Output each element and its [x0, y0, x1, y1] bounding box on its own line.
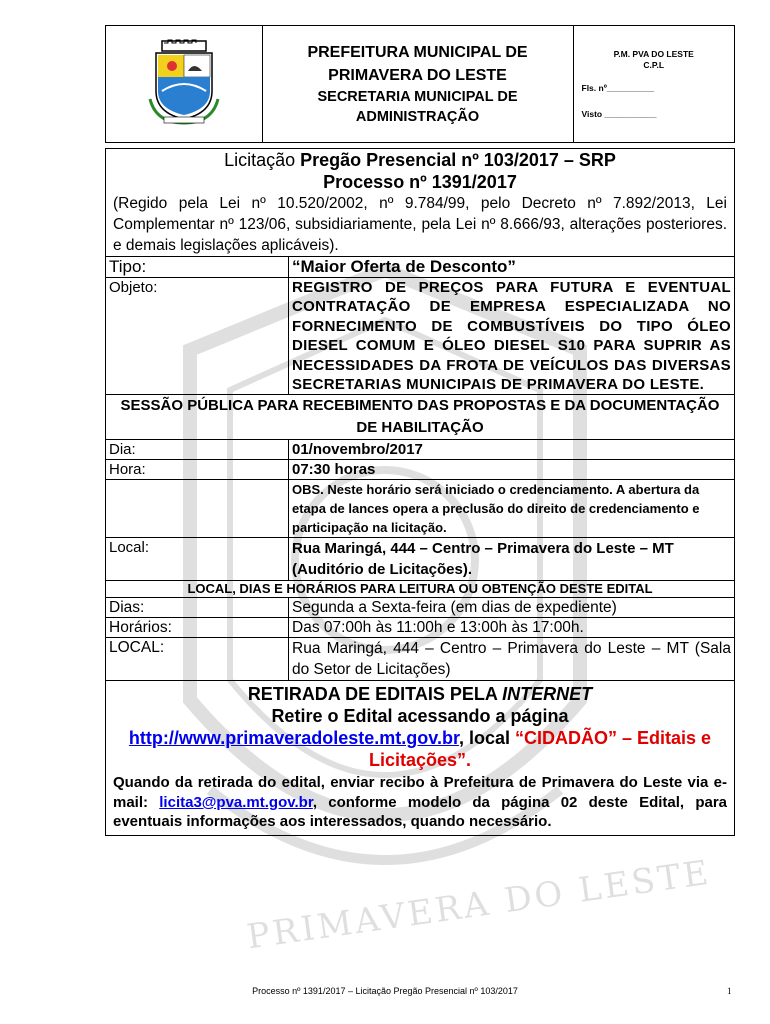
title-line-1: PREFEITURA MUNICIPAL DE — [307, 44, 528, 61]
retirada-heading: RETIRADA DE EDITAIS PELA — [247, 684, 503, 705]
title-line-2: PRIMAVERA DO LESTE — [328, 67, 507, 84]
objeto-label: Objeto: — [106, 278, 289, 395]
page-footer: Processo nº 1391/2017 – Licitação Pregão Presencial nº 103/2017 — [252, 986, 518, 996]
quando-text-after: , conforme modelo da página 02 deste Edital, para eventuais informações aos interessados, quando necessário. — [113, 793, 728, 831]
licitacao-prefix: Licitação — [224, 150, 301, 170]
pm-line-2: C.P.L — [643, 60, 665, 70]
dia-value: 01/novembro/2017 — [289, 440, 735, 460]
retirada-heading-internet: INTERNET — [502, 684, 593, 705]
stamp-box — [573, 26, 735, 143]
pm-line-1: P.M. PVA DO LESTE — [613, 49, 694, 59]
local-label: Local: — [106, 538, 289, 581]
obs-empty-cell — [106, 480, 289, 538]
recibo-instructions — [109, 771, 731, 835]
retirada-line2: Retire o Edital acessando a página — [271, 706, 569, 727]
retirada-section — [106, 681, 735, 836]
processo-number: Processo nº 1391/2017 — [323, 172, 517, 192]
subtitle-line-2: ADMINISTRAÇÃO — [355, 109, 480, 125]
obs-note: OBS. Neste horário será iniciado o credenciamento. A abertura da etapa de lances opera a preclusão do direito de credenciamento e participação na licitação. — [289, 480, 735, 538]
subtitle-line-1: SECRETARIA MUNICIPAL DE — [317, 89, 518, 105]
cidadao-editais-text: “CIDADÃO” – Editais e Licitações”. — [368, 728, 712, 771]
horarios-label: Horários: — [106, 618, 289, 638]
leitura-local-value: Rua Maringá, 444 – Centro – Primavera do Leste – MT (Sala do Setor de Licitações) — [289, 638, 735, 681]
edital-summary-table — [105, 148, 735, 836]
horarios-value: Das 07:00h às 11:00h e 13:00h às 17:00h. — [289, 618, 735, 638]
tipo-value: “Maior Oferta de Desconto” — [289, 257, 735, 278]
local-text: , local — [458, 728, 516, 749]
sessao-heading: SESSÃO PÚBLICA PARA RECEBIMENTO DAS PROPOSTAS E DA DOCUMENTAÇÃO DE HABILITAÇÃO — [106, 395, 735, 440]
licita-email-link[interactable]: licita3@pva.mt.gov.br — [159, 793, 313, 811]
dias-value: Segunda a Sexta-feira (em dias de expediente) — [289, 598, 735, 618]
regido-text: (Regido pela Lei nº 10.520/2002, nº 9.784/99, pelo Decreto nº 7.892/2013, Lei Complementar nº 123/06, subsidiariamente, pela Lei nº 8.666/93, alterações posteriores. e demais legislações aplicáveis). — [113, 195, 727, 254]
hora-value: 07:30 horas — [289, 460, 735, 480]
watermark-text: PRIMAVERA DO LESTE — [244, 852, 714, 958]
leitura-local-label: LOCAL: — [106, 638, 289, 681]
tipo-label: Tipo: — [106, 257, 289, 278]
licitacao-title: Pregão Presencial nº 103/2017 – SRP — [300, 150, 616, 170]
objeto-value: REGISTRO DE PREÇOS PARA FUTURA E EVENTUAL CONTRATAÇÃO DE EMPRESA ESPECIALIZADA NO FORNECIMENTO DE COMBUSTÍVEIS DO TIPO ÓLEO DIESEL COMUM E ÓLEO DIESEL S10 PARA SUPRIR AS NECESSIDADES DA FROTA DE VEÍCULOS DAS DIVERSAS SECRETARIAS MUNICIPAIS DE PRIMAVERA DO LESTE. — [289, 278, 735, 395]
logo-cell — [106, 26, 263, 143]
quando-text-before: Quando da retirada do edital, enviar recibo à Prefeitura de Primavera do Leste via e-mail: — [113, 774, 727, 811]
licitacao-header — [106, 149, 735, 257]
dia-label: Dia: — [106, 440, 289, 460]
visto-field: Visto ___________ — [581, 109, 657, 119]
dias-label: Dias: — [106, 598, 289, 618]
letterhead — [105, 25, 735, 143]
prefeitura-website-link[interactable]: http://www.primaveradoleste.mt.gov.br — [128, 728, 459, 749]
hora-label: Hora: — [106, 460, 289, 480]
municipal-crest-logo — [148, 39, 220, 125]
letterhead-title — [262, 26, 573, 143]
page-number: 1 — [727, 986, 732, 996]
fls-field: Fls. nº__________ — [581, 83, 655, 93]
leitura-heading: LOCAL, DIAS E HORÁRIOS PARA LEITURA OU OBTENÇÃO DESTE EDITAL — [106, 581, 735, 598]
local-value: Rua Maringá, 444 – Centro – Primavera do Leste – MT (Auditório de Licitações). — [289, 538, 735, 581]
